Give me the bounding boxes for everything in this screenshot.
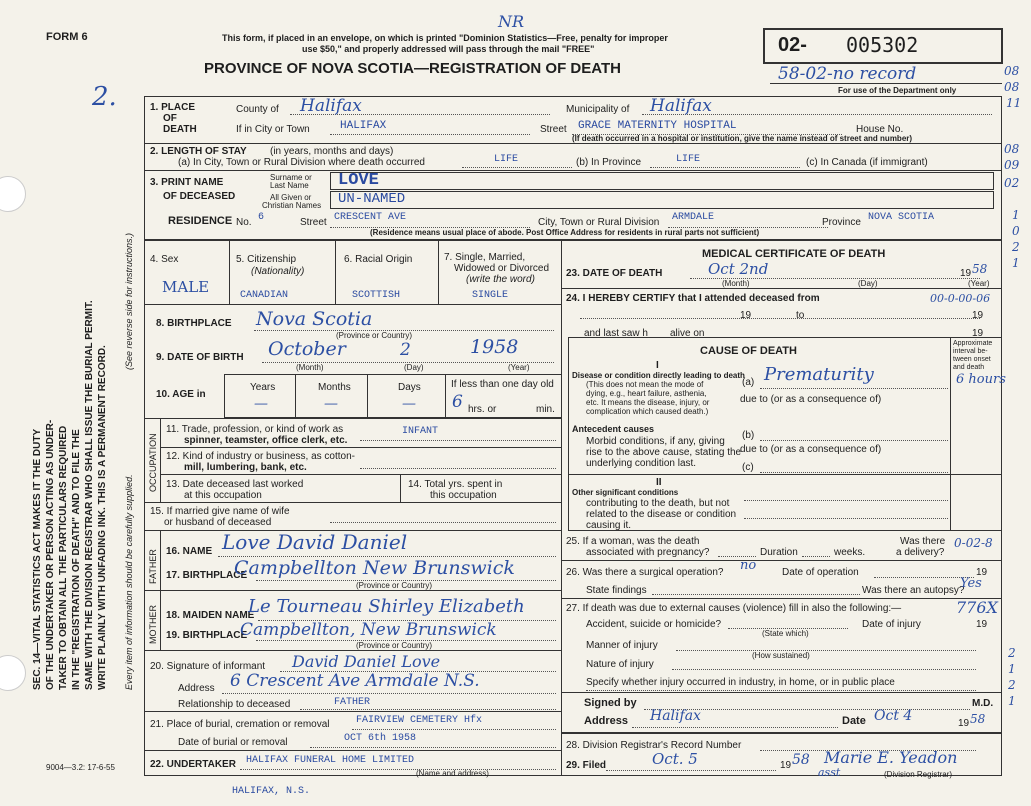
father-birthplace: Campbellton New Brunswick [234, 557, 515, 579]
house-no-label: House No. [856, 124, 904, 135]
medical-certificate-title: MEDICAL CERTIFICATE OF DEATH [702, 248, 886, 260]
other-significant-label: Other significant conditions [572, 488, 679, 497]
coding-1: 00-0-00-06 [930, 292, 991, 305]
relationship-value: FATHER [334, 697, 371, 708]
cause-title: CAUSE OF DEATH [700, 345, 797, 357]
due-to-2: due to (or as a consequence of) [740, 444, 882, 455]
industry-label: 12. Kind of industry or business, as cotton- [166, 451, 355, 462]
stay-province-label: (b) In Province [576, 157, 642, 168]
interval-label: Approximate interval be-tween onset and death [953, 340, 993, 371]
less-day-label: If less than one day old [451, 379, 554, 390]
informant-address: 6 Crescent Ave Armdale N.S. [230, 671, 480, 691]
coding-2: 0-02-8 [954, 536, 993, 550]
delivery-label: Was there [900, 536, 946, 547]
certify-19-b: 19 [972, 310, 984, 321]
side-instruction-6: WRITE PLAINLY WITH UNFADING INK. THIS IS A PERMANENT RECORD. [97, 345, 108, 690]
margin-code: 2 [1012, 240, 1020, 254]
registration-number: 005302 [846, 33, 919, 57]
disease-label-4: etc. It means the disease, injury, or [586, 398, 710, 407]
prov-country-note: (Province or Country) [336, 331, 413, 340]
last-worked-label: 13. Date deceased last worked [166, 479, 304, 490]
age-label: 10. AGE in [156, 389, 206, 400]
married-label-2: or husband of deceased [164, 517, 272, 528]
pregnancy-label: 25. If a woman, was the death [566, 536, 700, 547]
residence-street-label: Street [300, 217, 327, 228]
dod-month-label: (Month) [722, 279, 750, 288]
trade-label-2: spinner, teamster, office clerk, etc. [184, 435, 348, 446]
cause-a: (a) [742, 377, 755, 388]
residence-street-value: CRESCENT AVE [334, 212, 407, 223]
cause-value: Prematurity [764, 364, 874, 385]
city-value: HALIFAX [340, 120, 387, 132]
coding-3: 776X [956, 598, 998, 617]
other-label-2: contributing to the death, but not [586, 498, 730, 509]
corner-mark: 2. [92, 82, 117, 112]
injury-19: 19 [976, 619, 988, 630]
residence-province-label: Province [822, 217, 861, 228]
margin-code: 08 [1004, 64, 1020, 78]
alive-19: 19 [972, 328, 984, 339]
dob-month-label: (Month) [296, 363, 324, 372]
surgical-label: 26. Was there a surgical operation? [566, 567, 724, 578]
nationality-label: (Nationality) [251, 266, 305, 277]
part-one: I [656, 360, 659, 371]
dod-year-label: (Year) [968, 279, 990, 288]
street-value: GRACE MATERNITY HOSPITAL [578, 120, 737, 132]
certify-to: to [796, 310, 805, 321]
father-name-label: 16. NAME [166, 546, 213, 557]
antecedent-label: Antecedent causes [572, 424, 655, 434]
alive-on-label: alive on [670, 328, 705, 339]
municipality-value: Halifax [650, 96, 712, 116]
relationship-label: Relationship to deceased [178, 699, 291, 710]
industry-label-2: mill, lumbering, bank, etc. [184, 462, 307, 473]
med-date-label: Date [842, 715, 866, 727]
undertaker-note: (Name and address) [416, 769, 489, 778]
father-birthplace-label: 17. BIRTHPLACE [166, 570, 248, 581]
municipality-label: Municipality of [566, 104, 630, 115]
dob-day: 2 [400, 340, 411, 360]
age-hrs: 6 [452, 392, 463, 412]
date-op-label: Date of operation [782, 567, 859, 578]
burial-label: 21. Place of burial, cremation or removal [150, 719, 330, 730]
county-label: County of [236, 104, 279, 115]
morbid-label-2: rise to the above cause, stating the [586, 447, 742, 458]
sex-label: 4. Sex [150, 254, 179, 265]
form-number: FORM 6 [46, 31, 88, 43]
accident-label: Accident, suicide or homicide? [586, 619, 722, 630]
margin-code: 1 [1012, 256, 1020, 270]
margin-code: 2 [1008, 678, 1016, 692]
signed-label: Signed by [584, 697, 637, 709]
dob-day-label: (Day) [404, 363, 424, 372]
cause-c: (c) [742, 462, 754, 473]
side-instruction-1: SEC. 14—VITAL STATISTICS ACT MAKES IT THE DUTY [32, 428, 43, 690]
margin-code: 2 [1008, 646, 1016, 660]
sex-value: MALE [162, 278, 210, 296]
weeks-label: weeks. [834, 547, 866, 558]
marital-label-2: Widowed or Divorced [454, 263, 550, 274]
punch-hole-top [0, 176, 26, 212]
surname-label: Surname or [270, 173, 312, 182]
cause-interval: 6 hours [956, 372, 1006, 387]
given-label: All Given or [270, 193, 312, 202]
duration-label: Duration [760, 547, 798, 558]
division-registrar-label: (Division Registrar) [884, 770, 953, 779]
trade-value: INFANT [402, 426, 439, 437]
marital-label-3: (write the word) [466, 274, 535, 285]
undertaker-city: HALIFAX, N.S. [232, 786, 311, 797]
mother-birthplace: Campbellton, New Brunswick [240, 620, 497, 640]
disease-label-2: (This does not mean the mode of [586, 380, 704, 389]
dob-month: October [268, 338, 346, 360]
burial-date-value: OCT 6th 1958 [344, 733, 417, 744]
division-record-label: 28. Division Registrar's Record Number [566, 740, 742, 751]
age-years: — [254, 396, 268, 412]
due-to-1: due to (or as a consequence of) [740, 394, 882, 405]
morbid-label-3: underlying condition last. [586, 458, 697, 469]
surname-field [330, 172, 994, 190]
form-title: PROVINCE OF NOVA SCOTIA—REGISTRATION OF DEATH [204, 60, 621, 77]
residence-label: RESIDENCE [168, 215, 233, 227]
dob-year: 1958 [470, 336, 519, 358]
side-instruction-8: (See reverse side for instructions.) [124, 232, 134, 370]
side-instruction-7: Every item of information should be carefully supplied. [124, 474, 134, 690]
print-name-label: 3. PRINT NAME [150, 177, 224, 188]
findings-label: State findings [586, 585, 647, 596]
margin-code: 1 [1008, 694, 1016, 708]
total-yrs-label: 14. Total yrs. spent in [408, 479, 503, 490]
margin-code: 02 [1004, 176, 1020, 190]
burial-date-label: Date of burial or removal [178, 737, 288, 748]
dod-19: 19 [960, 268, 972, 279]
residence-city-label: City, Town or Rural Division [538, 217, 660, 228]
registrar-signature: Marie E. Yeadon [824, 748, 958, 767]
informant-address-label: Address [178, 683, 215, 694]
disease-label: Disease or condition directly leading to death [572, 371, 745, 380]
last-worked-label-2: at this occupation [184, 490, 262, 501]
informant-label: 20. Signature of informant [150, 661, 266, 672]
date-injury-label: Date of injury [862, 619, 921, 630]
other-label-4: causing it. [586, 520, 632, 531]
initials-mark: NR [498, 12, 525, 31]
deceased-label: OF DECEASED [163, 191, 236, 202]
side-instruction-3: TAKER TO OBTAIN ALL THE PARTICULARS REQUIRED [58, 425, 69, 690]
mother-prov-note: (Province or Country) [356, 641, 433, 650]
institution-note: (If death occurred in a hospital or institution, give the name instead of street and number) [572, 134, 913, 143]
undertaker-value: HALIFAX FUNERAL HOME LIMITED [246, 755, 415, 766]
age-years-label: Years [250, 382, 276, 393]
place-label-death: DEATH [163, 124, 197, 135]
residence-no-value: 6 [258, 212, 265, 223]
christian-label: Christian Names [262, 201, 322, 210]
residence-province-value: NOVA SCOTIA [868, 212, 935, 223]
autopsy-label: Was there an autopsy? [862, 585, 965, 596]
given-field [330, 191, 994, 209]
occupation-section-label: OCCUPATION [148, 433, 158, 492]
marital-label: 7. Single, Married, [444, 252, 526, 263]
county-value: Halifax [300, 96, 362, 116]
margin-code: 08 [1004, 142, 1020, 156]
age-months: — [324, 396, 338, 412]
given-value: UN-NAMED [338, 191, 406, 207]
filed-year: 58 [792, 752, 810, 768]
stay-units: (in years, months and days) [270, 146, 394, 157]
mail-notice-2: use $50," and properly addressed will pass through the mail "FREE" [302, 44, 595, 54]
father-section-label: FATHER [148, 549, 158, 584]
informant-signature: David Daniel Love [292, 652, 441, 671]
father-prov-note: (Province or Country) [356, 581, 433, 590]
cause-b: (b) [742, 430, 755, 441]
dod-value: Oct 2nd [708, 260, 769, 278]
side-instruction-4: IN THE "REGISTRATION OF DEATH" AND TO FILE THE [71, 429, 82, 690]
department-use-note: For use of the Department only [838, 86, 957, 95]
stay-canada-label: (c) In Canada (if immigrant) [806, 157, 928, 168]
side-instruction-2: OF THE UNDERTAKER OR PERSON ACTING AS UNDER- [45, 419, 56, 690]
registration-prefix: 02- [778, 34, 807, 56]
filed-date: Oct. 5 [652, 750, 698, 768]
city-label: If in City or Town [236, 124, 310, 135]
punch-hole-bottom [0, 655, 26, 691]
last-name-label: Last Name [270, 181, 309, 190]
mother-name: Le Tourneau Shirley Elizabeth [248, 596, 525, 617]
disease-label-3: dying, e.g., heart failure, asthenia, [586, 389, 707, 398]
residence-note: (Residence means usual place of abode. Post Office Address for residents in rural parts not sufficient) [370, 228, 760, 237]
father-name: Love David Daniel [222, 530, 408, 554]
hrs-label: hrs. or [468, 404, 497, 415]
nature-label: Nature of injury [586, 659, 654, 670]
burial-value: FAIRVIEW CEMETERY Hfx [356, 715, 483, 726]
place-label-of: OF [163, 113, 177, 124]
age-months-label: Months [318, 382, 351, 393]
certify-label: 24. I HEREBY CERTIFY that I attended deceased from [566, 293, 820, 304]
filed-label: 29. Filed [566, 760, 607, 771]
margin-code: 1 [1012, 208, 1020, 222]
dob-year-label: (Year) [508, 363, 530, 372]
margin-code: 08 [1004, 80, 1020, 94]
filed-19: 19 [780, 760, 792, 771]
stay-label: 2. LENGTH OF STAY [150, 146, 247, 157]
certify-19-a: 19 [740, 310, 752, 321]
total-yrs-label-2: this occupation [430, 490, 497, 501]
specify-label: Specify whether injury occurred in industry, in home, or in public place [586, 677, 895, 688]
mother-maiden-label: 18. MAIDEN NAME [166, 610, 255, 621]
mother-section-label: MOTHER [148, 605, 158, 644]
print-code: 9004—3.2: 17-6-55 [46, 763, 115, 772]
med-date-value: Oct 4 [874, 708, 913, 724]
margin-code: 09 [1004, 158, 1020, 172]
age-days-label: Days [398, 382, 421, 393]
citizenship-value: CANADIAN [240, 290, 289, 301]
mother-birthplace-label: 19. BIRTHPLACE [166, 630, 248, 641]
external-cause-label: 27. If death was due to external causes (violence) fill in also the following:— [566, 603, 902, 614]
manner-label: Manner of injury [586, 640, 658, 651]
undertaker-label: 22. UNDERTAKER [150, 759, 236, 770]
residence-no-label: No. [236, 217, 252, 228]
stay-city-label: (a) In City, Town or Rural Division where death occurred [178, 157, 425, 168]
part-two: II [656, 477, 662, 488]
age-days: — [402, 396, 416, 412]
min-label: min. [536, 404, 555, 415]
med-address-label: Address [584, 715, 629, 727]
stay-city-value: LIFE [494, 154, 519, 165]
med-year: 58 [970, 712, 986, 726]
married-label: 15. If married give name of wife [150, 506, 290, 517]
disease-label-5: complication which caused death.) [586, 407, 709, 416]
surname-value: LOVE [338, 171, 379, 190]
birthplace-value: Nova Scotia [256, 308, 373, 330]
how-note: (How sustained) [752, 651, 810, 660]
marital-value: SINGLE [472, 290, 509, 301]
racial-label: 6. Racial Origin [344, 254, 413, 265]
place-label: 1. PLACE [150, 102, 196, 113]
citizenship-label: 5. Citizenship [236, 254, 297, 265]
morbid-label: Morbid conditions, if any, giving [586, 436, 725, 447]
department-note: 58-02-no record [778, 64, 917, 84]
residence-city-value: ARMDALE [672, 212, 715, 223]
op-19: 19 [976, 567, 988, 578]
dod-day-label: (Day) [858, 279, 878, 288]
mail-notice: This form, if placed in an envelope, on which is printed "Dominion Statistics—Free, penalty for improper [222, 33, 668, 43]
state-which-note: (State which) [762, 629, 809, 638]
stay-province-value: LIFE [676, 154, 701, 165]
med-address-value: Halifax [650, 708, 701, 724]
birthplace-label: 8. BIRTHPLACE [156, 318, 232, 329]
pregnancy-label-2: associated with pregnancy? [586, 547, 710, 558]
racial-value: SCOTTISH [352, 290, 401, 301]
med-19: 19 [958, 718, 970, 729]
md-label: M.D. [972, 698, 994, 709]
registrar-prefix: asst [818, 766, 841, 779]
trade-label: 11. Trade, profession, or kind of work as [166, 424, 344, 435]
other-label-3: related to the disease or condition [586, 509, 737, 520]
dod-year: 58 [972, 262, 988, 276]
margin-code: 0 [1012, 224, 1020, 238]
dod-label: 23. DATE OF DEATH [566, 268, 663, 279]
autopsy-value: Yes [960, 576, 982, 591]
last-saw-label: and last saw h [584, 328, 648, 339]
dob-label: 9. DATE OF BIRTH [156, 352, 244, 363]
street-label: Street [540, 124, 567, 135]
surgical-value: no [740, 558, 757, 573]
side-instruction-5: SAME WITH THE DIVISION REGISTRAR WHO SHALL ISSUE THE BURIAL PERMIT. [84, 300, 95, 690]
margin-code: 11 [1006, 96, 1022, 110]
delivery-label-2: a delivery? [896, 547, 945, 558]
margin-code: 1 [1008, 662, 1016, 676]
